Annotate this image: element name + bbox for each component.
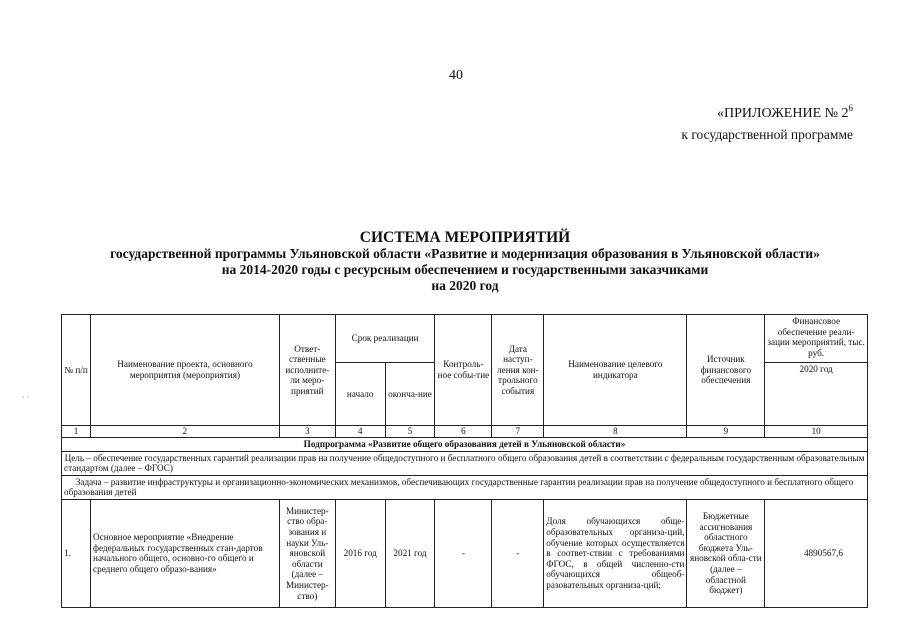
row-control: - — [435, 499, 492, 607]
scan-mark: · · — [22, 393, 30, 402]
row-finance: 4890567,6 — [765, 499, 868, 607]
page-number: 40 — [449, 68, 463, 83]
task-row — [62, 475, 868, 499]
row-indicator: Доля обучающихся обще-образовательных организа-ций, обучение которых осуществляется в соответ-ствии с требованиями ФГОС, в общей численно-сти обучающихся общеоб-разовательных организа-ций; — [544, 499, 687, 607]
title-line-3: на 2020 год — [431, 278, 499, 293]
task-text: Задача – развитие инфраструктуры и организационно-экономических механизмов, обеспечивающих государственные гарантии реализации прав на получение общедоступного и бесплатного общего образования детей — [62, 475, 868, 499]
activities-table — [61, 314, 868, 608]
header-control: Контроль-ное собы-тие — [435, 315, 492, 426]
column-number: 4 — [335, 426, 385, 438]
column-number: 3 — [279, 426, 335, 438]
header-period: Срок реализации — [335, 315, 435, 363]
header-finance-year: 2020 год — [765, 363, 868, 426]
row-responsible: Министер-ство обра-зования и науки Уль-яновской области (далее – Министер-ство) — [279, 499, 335, 607]
column-number: 1 — [62, 426, 91, 438]
header-source: Источник финансового обеспечения — [687, 315, 765, 426]
header-indicator: Наименование целевого индикатора — [544, 315, 687, 426]
header-end: оконча-ние — [385, 363, 435, 426]
appendix-superscript: 6 — [848, 103, 853, 113]
header-responsible: Ответ-ственные исполните-ли меро-приятий — [279, 315, 335, 426]
column-number: 10 — [765, 426, 868, 438]
row-name: Основное мероприятие «Внедрение федеральных государственных стан-дартов начального общего, основно-го общего и среднего общего образо-вания» — [91, 499, 280, 607]
document-title — [20, 229, 905, 294]
subprogram-row — [62, 438, 868, 452]
title-main: СИСТЕМА МЕРОПРИЯТИЙ — [359, 229, 571, 246]
goal-text: Цель – обеспечение государственных гарантий реализации прав на получение общедоступного и бесплатного общего образования детей в соответствии с федеральным государственным образовательным стандартом (далее – ФГОС) — [62, 451, 868, 475]
appendix-subtitle: к государственной программе — [681, 127, 853, 142]
title-line-1: государственной программы Ульяновской области «Развитие и модернизация образования в Ульяновской области» — [110, 246, 820, 261]
header-row-1 — [62, 315, 868, 363]
subprogram-title: Подпрограмма «Развитие общего образования детей в Ульяновской области» — [62, 438, 868, 452]
column-numbers-row — [62, 426, 868, 438]
goal-row — [62, 451, 868, 475]
header-start: начало — [335, 363, 385, 426]
header-finance: Финансовое обеспечение реали-зации мероприятий, тыс. руб. — [765, 315, 868, 363]
row-source: Бюджетные ассигнования областного бюджета Уль-яновской обла-сти (далее – областной бюджет) — [687, 499, 765, 607]
column-number: 5 — [385, 426, 435, 438]
header-control-date: Дата наступ-ления кон-трольного события — [492, 315, 544, 426]
column-number: 9 — [687, 426, 765, 438]
row-start: 2016 год — [335, 499, 385, 607]
header-name: Наименование проекта, основного мероприятия (мероприятия) — [91, 315, 280, 426]
title-line-2: на 2014-2020 годы с ресурсным обеспечением и государственными заказчиками — [221, 262, 709, 277]
row-end: 2021 год — [385, 499, 435, 607]
column-number: 2 — [91, 426, 280, 438]
appendix-label — [717, 103, 853, 122]
row-num: 1. — [62, 499, 91, 607]
row-control-date: - — [492, 499, 544, 607]
column-number: 8 — [544, 426, 687, 438]
column-number: 6 — [435, 426, 492, 438]
table-row — [62, 499, 868, 607]
appendix-text: «ПРИЛОЖЕНИЕ № 2 — [717, 106, 849, 121]
column-number: 7 — [492, 426, 544, 438]
header-num: № п/п — [62, 315, 91, 426]
